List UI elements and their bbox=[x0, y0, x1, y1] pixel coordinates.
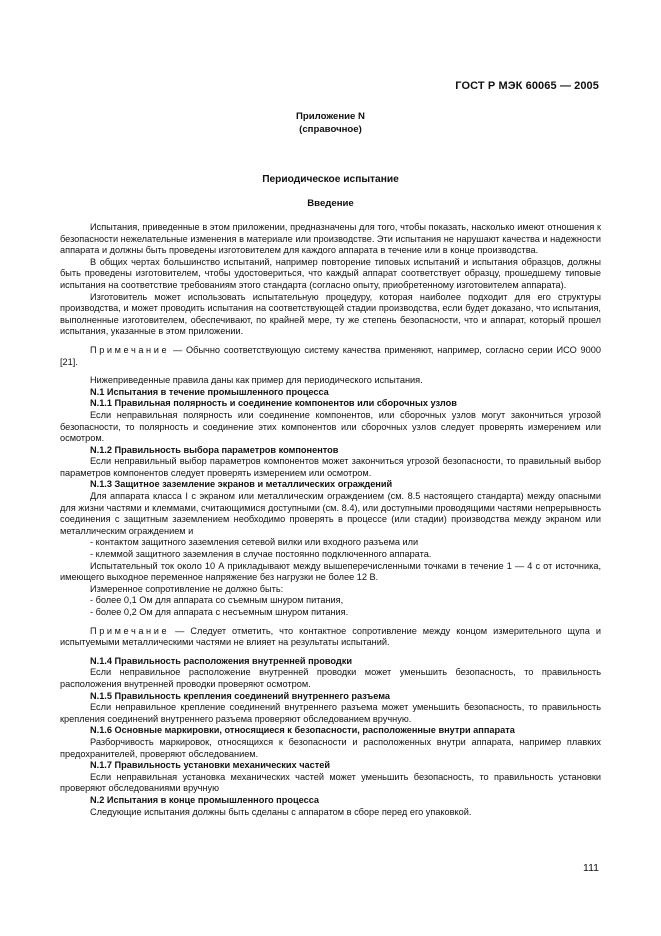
list-item: - контактом защитного заземления сетевой вилки или входного разъема или bbox=[90, 537, 419, 548]
paragraph: Изготовитель может использовать испытательную процедуру, которая наиболее подходит для его структуры производства, и может проводить испытания на соответствующей стадии производства, если будет доказано, что испытания, выполненные изготовителем, обеспечивают, по крайней мере, ту же степень безопасности, что и аппарат, который прошел испытания, указанные в этом приложении. bbox=[60, 291, 601, 337]
section-heading: N.1.1 Правильная полярность и соединение компонентов или сборочных узлов bbox=[90, 398, 457, 409]
paragraph: В общих чертах большинство испытаний, например повторение типовых испытаний и испытания образцов, должны быть проведены изготовителем, чтобы удостовериться, что каждый аппарат соответствует образцу, прошедшему типовые испытания на соответствие требованиям этого стандарта (согласно опыту, приобретенному изготовителем аппарата). bbox=[60, 256, 601, 290]
document-body bbox=[60, 222, 601, 818]
note bbox=[60, 345, 601, 368]
section-heading: N.1.3 Защитное заземление экранов и металлических ограждений bbox=[90, 479, 393, 490]
paragraph: Если неправильная установка механических частей может уменьшить безопасность, то правильность установки проверяют обследованиями вручную bbox=[60, 771, 601, 794]
section-heading: N.1.7 Правильность установки механических частей bbox=[90, 760, 331, 771]
note-label: Примечание bbox=[90, 344, 170, 355]
paragraph: Разборчивость маркировок, относящихся к безопасности и расположенных внутри аппарата, например плавких предохранителей, проверяют обследованием. bbox=[60, 736, 601, 759]
paragraph: Испытания, приведенные в этом приложении, предназначены для того, чтобы показать, насколько имеют отношения к безопасности нежелательные изменения в материале или производстве. Эти испытания не нарушают качества и надежности аппарата и должны быть проведены изготовителем для каждого аппарата в течение или в конце производства. bbox=[60, 222, 601, 256]
section-heading: N.1.5 Правильность крепления соединений внутреннего разъема bbox=[90, 690, 391, 701]
paragraph: Испытательный ток около 10 А прикладывают между вышеперечисленными точками в течение 1 — 4 с от источника, имеющего выходное переменное напряжение без нагрузки не более 12 В. bbox=[60, 560, 601, 583]
document-title: Периодическое испытание bbox=[262, 174, 399, 185]
paragraph: Если неправильный выбор параметров компонентов может закончиться угрозой безопасности, то правильный выбор параметров компонентов следует проверять измерением или осмотром. bbox=[60, 456, 601, 478]
paragraph: Если неправильное крепление соединений внутреннего разъема может уменьшить безопасность, то правильность крепления соединений внутреннего разъема проверяют обследованием вручную. bbox=[60, 702, 601, 724]
page-number: 111 bbox=[583, 862, 599, 874]
paragraph: Нижеприведенные правила даны как пример для периодического испытания. bbox=[90, 375, 423, 386]
section-heading: N.2 Испытания в конце промышленного процесса bbox=[90, 794, 320, 805]
note-text: — Следует отметить, что контактное сопротивление между концом измерительного щупа и испытуемыми металлическими частями не влияет на результаты испытаний. bbox=[60, 625, 601, 648]
note-text: — Обычно соответствующую систему качества применяют, например, согласно серии ИСО 9000 [21]. bbox=[60, 344, 601, 367]
paragraph: Для аппарата класса I с экраном или металлическим ограждением (см. 8.5 настоящего стандарта) между опасными для жизни частями и клеммами, считающимися доступными (см. 8.4), или доступными проводящими частями непрерывность соединения с защитным заземлением необходимо проверять в процессе (или стадии) производства между экраном или металлическим ограждением и bbox=[60, 491, 601, 536]
paragraph: Следующие испытания должны быть сделаны с аппаратом в сборе перед его упаковкой. bbox=[90, 806, 472, 817]
note-label: Примечание bbox=[90, 625, 170, 636]
appendix-title: Приложение N bbox=[296, 111, 365, 122]
section-heading: N.1.6 Основные маркировки, относящиеся к безопасности, расположенные внутри аппарата bbox=[90, 725, 515, 736]
paragraph: Если неправильное расположение внутренней проводки может уменьшить безопасность, то правильность расположения внутренней проводки проверяют осмотром. bbox=[60, 667, 601, 689]
paragraph: Если неправильная полярность или соединение компонентов, или сборочных узлов могут закончиться угрозой безопасности, то полярность и соединение этих компонентов или сборочных узлов следует проверять измерением или осмотром. bbox=[60, 409, 601, 444]
appendix-subtitle: (справочное) bbox=[299, 124, 362, 135]
standard-code: ГОСТ Р МЭК 60065 — 2005 bbox=[455, 80, 599, 92]
paragraph: Измеренное сопротивление не должно быть: bbox=[90, 583, 284, 594]
section-heading: N.1.4 Правильность расположения внутренней проводки bbox=[90, 655, 352, 666]
list-item: - клеммой защитного заземления в случае постоянно подключенного аппарата. bbox=[90, 549, 432, 560]
note bbox=[60, 626, 601, 649]
intro-heading: Введение bbox=[307, 198, 354, 209]
list-item: - более 0,1 Ом для аппарата со съемным шнуром питания, bbox=[90, 595, 344, 606]
section-heading: N.1.2 Правильность выбора параметров компонентов bbox=[90, 444, 339, 455]
section-heading: N.1 Испытания в течение промышленного процесса bbox=[90, 386, 329, 397]
list-item: - более 0,2 Ом для аппарата с несъемным шнуром питания. bbox=[90, 607, 349, 617]
